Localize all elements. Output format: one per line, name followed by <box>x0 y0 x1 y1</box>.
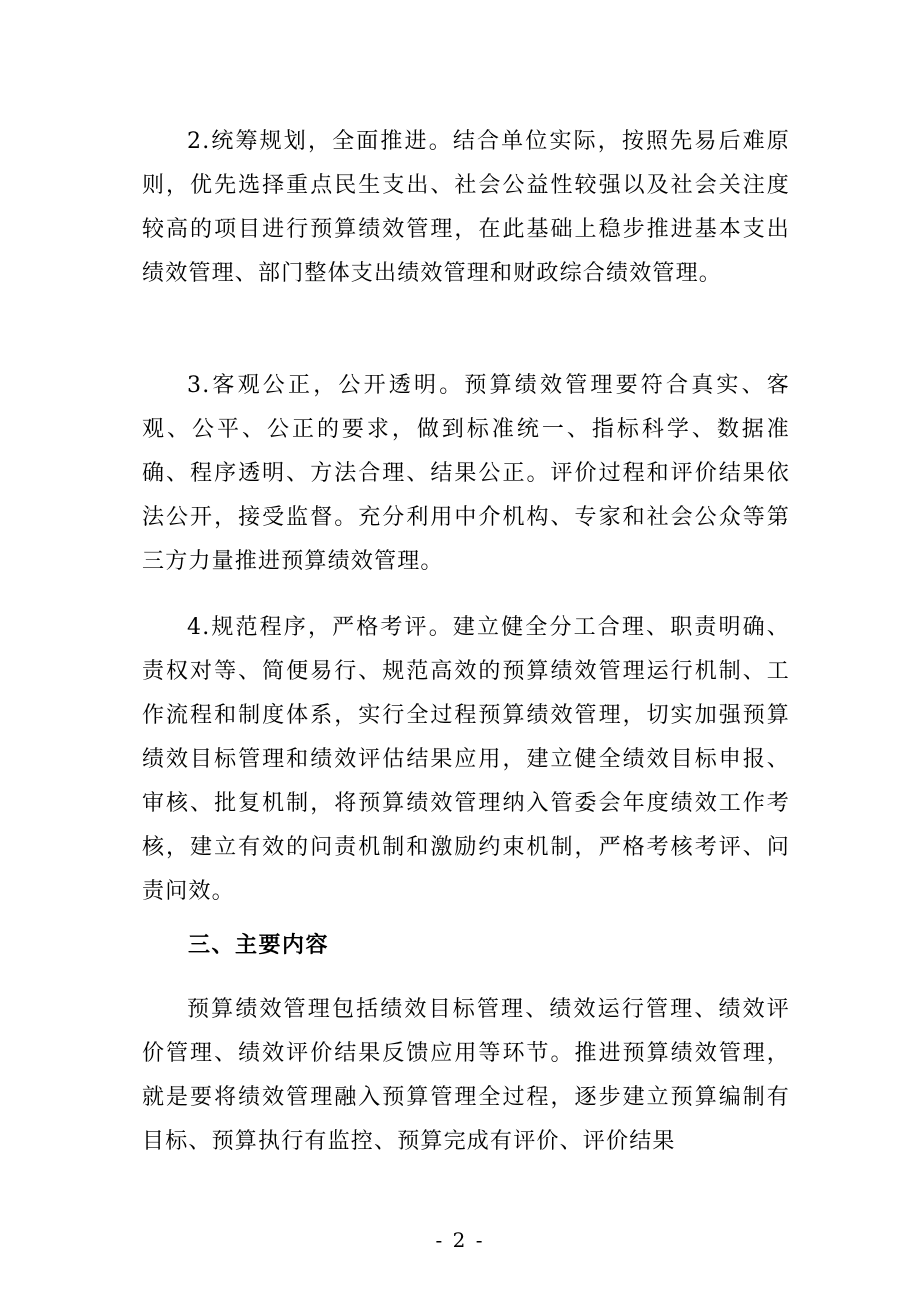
paragraph-principle-3: 3.客观公正，公开透明。预算绩效管理要符合真实、客观、公平、公正的要求，做到标准统一、指标科学、数据准确、程序透明、方法合理、结果公正。评价过程和评价结果依法公开，接受监督。充分利用中介机构、专家和社会公众等第三方力量推进预算绩效管理。 <box>142 373 790 574</box>
paragraph-main-content: 预算绩效管理包括绩效目标管理、绩效运行管理、绩效评价管理、绩效评价结果反馈应用等环节。推进预算绩效管理，就是要将绩效管理融入预算管理全过程，逐步建立预算编制有目标、预算执行有监控、预算完成有评价、评价结果 <box>142 997 790 1154</box>
page-number: - 2 - <box>435 1228 485 1252</box>
paragraph-principle-4: 4.规范程序，严格考评。建立健全分工合理、职责明确、责权对等、简便易行、规范高效的预算绩效管理运行机制、工作流程和制度体系，实行全过程预算绩效管理，切实加强预算绩效目标管理和绩效评估结果应用，建立健全绩效目标申报、审核、批复机制，将预算绩效管理纳入管委会年度绩效工作考核，建立有效的问责机制和激励约束机制，严格考核考评、问责问效。 <box>142 615 790 904</box>
paragraph-principle-2: 2.统筹规划，全面推进。结合单位实际，按照先易后难原则，优先选择重点民生支出、社会公益性较强以及社会关注度较高的项目进行预算绩效管理，在此基础上稳步推进基本支出绩效管理、部门整体支出绩效管理和财政综合绩效管理。 <box>142 129 790 286</box>
section-heading: 三、主要内容 <box>188 933 330 958</box>
